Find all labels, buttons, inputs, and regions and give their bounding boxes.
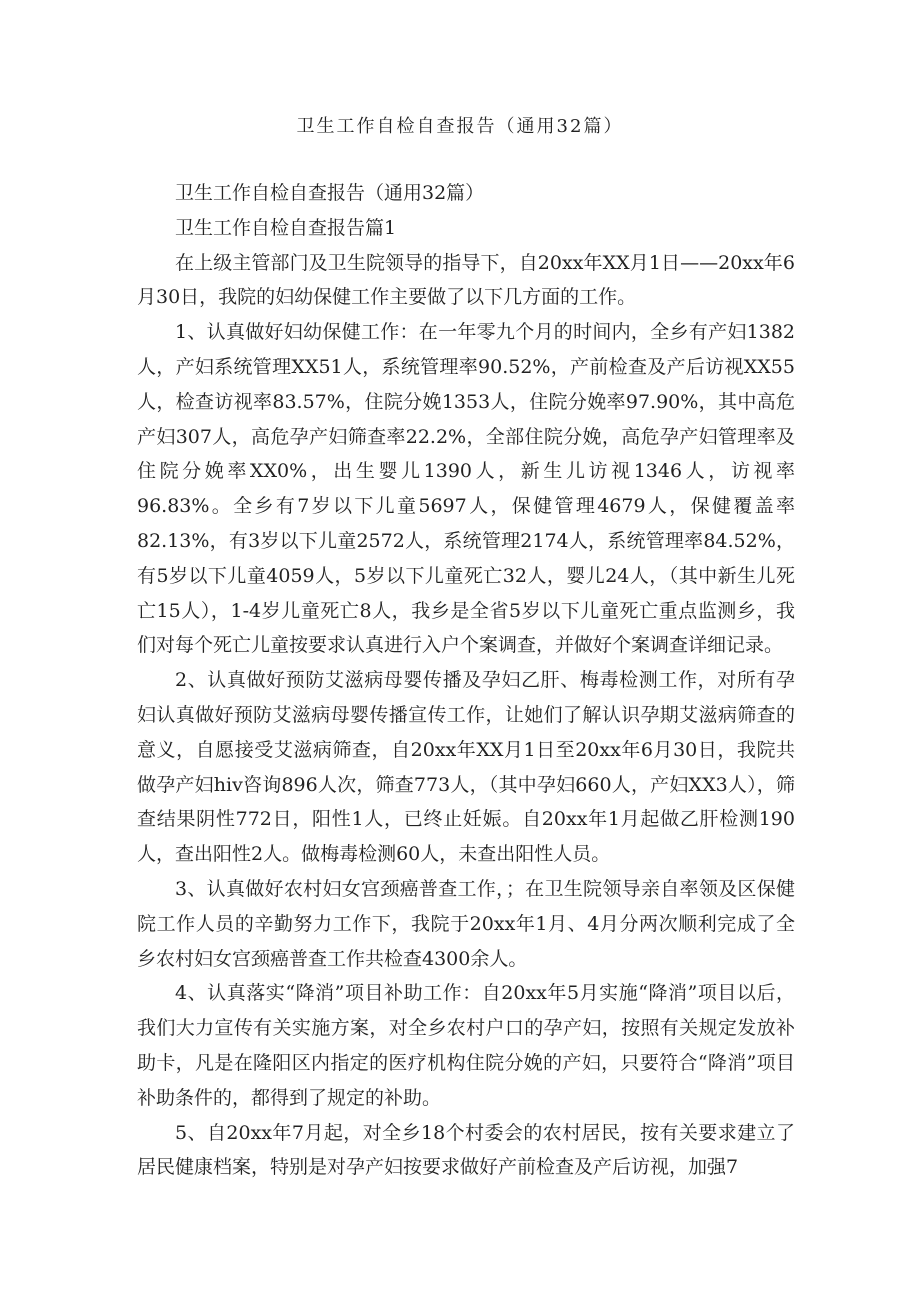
paragraph-item-2: 2、认真做好预防艾滋病母婴传播及孕妇乙肝、梅毒检测工作，对所有孕妇认真做好预防艾滋病母婴传播宣传工作，让她们了解认识孕期艾滋病筛查的意义，自愿接受艾滋病筛查，自20xx年XX月1日至20xx年6月30日，我院共做孕产妇hiv咨询896人次，筛查773人，（其中孕妇660人，产妇XX3人），筛查结果阴性772日，阳性1人，已终止妊娠。自20xx年1月起做乙肝检测190人，查出阳性2人。做梅毒检测60人，未查出阳性人员。: [137, 669, 795, 866]
section-heading: 卫生工作自检自查报告篇1: [175, 216, 397, 239]
paragraph-intro: 在上级主管部门及卫生院领导的指导下，自20xx年XX月1日——20xx年6月30日，我院的妇幼保健工作主要做了以下几方面的工作。: [137, 251, 795, 309]
paragraph-item-5: 5、自20xx年7月起，对全乡18个村委会的农村居民，按有关要求建立了居民健康档案，特别是对孕产妇按要求做好产前检查及产后访视，加强7: [137, 1121, 795, 1179]
paragraph-item-3: 3、认真做好农村妇女宫颈癌普查工作，；在卫生院领导亲自率领及区保健院工作人员的辛勤努力工作下，我院于20xx年1月、4月分两次顺利完成了全乡农村妇女宫颈癌普查工作共检查4300余人。: [137, 877, 795, 970]
paragraph-item-4: 4、认真落实“降消”项目补助工作：自20xx年5月实施“降消”项目以后，我们大力宣传有关实施方案，对全乡农村户口的孕产妇，按照有关规定发放补助卡，凡是在隆阳区内指定的医疗机构住院分娩的产妇，只要符合“降消”项目补助条件的，都得到了规定的补助。: [137, 982, 795, 1109]
document-subtitle: 卫生工作自检自查报告（通用32篇）: [175, 182, 485, 204]
paragraph-item-1: 1、认真做好妇幼保健工作：在一年零九个月的时间内，全乡有产妇1382人，产妇系统管理XX51人，系统管理率90.52%，产前检查及产后访视XX55人，检查访视率83.57%，住院分娩1353人，住院分娩率97.90%，其中高危产妇307人，高危孕产妇筛查率22.2%，全部住院分娩，高危孕产妇管理率及住院分娩率XX0%，出生婴儿1390人，新生儿访视1346人，访视率96.83%。全乡有7岁以下儿童5697人，保健管理4679人，保健覆盖率82.13%，有3岁以下儿童2572人，系统管理2174人，系统管理率84.52%，有5岁以下儿童4059人，5岁以下儿童死亡32人，婴儿24人，（其中新生儿死亡15人），1-4岁儿童死亡8人，我乡是全省5岁以下儿童死亡重点监测乡，我们对每个死亡儿童按要求认真进行入户个案调查，并做好个案调查详细记录。: [137, 321, 795, 657]
document-body: [137, 176, 795, 1185]
document-title: 卫生工作自检自查报告（通用32篇）: [296, 116, 624, 137]
